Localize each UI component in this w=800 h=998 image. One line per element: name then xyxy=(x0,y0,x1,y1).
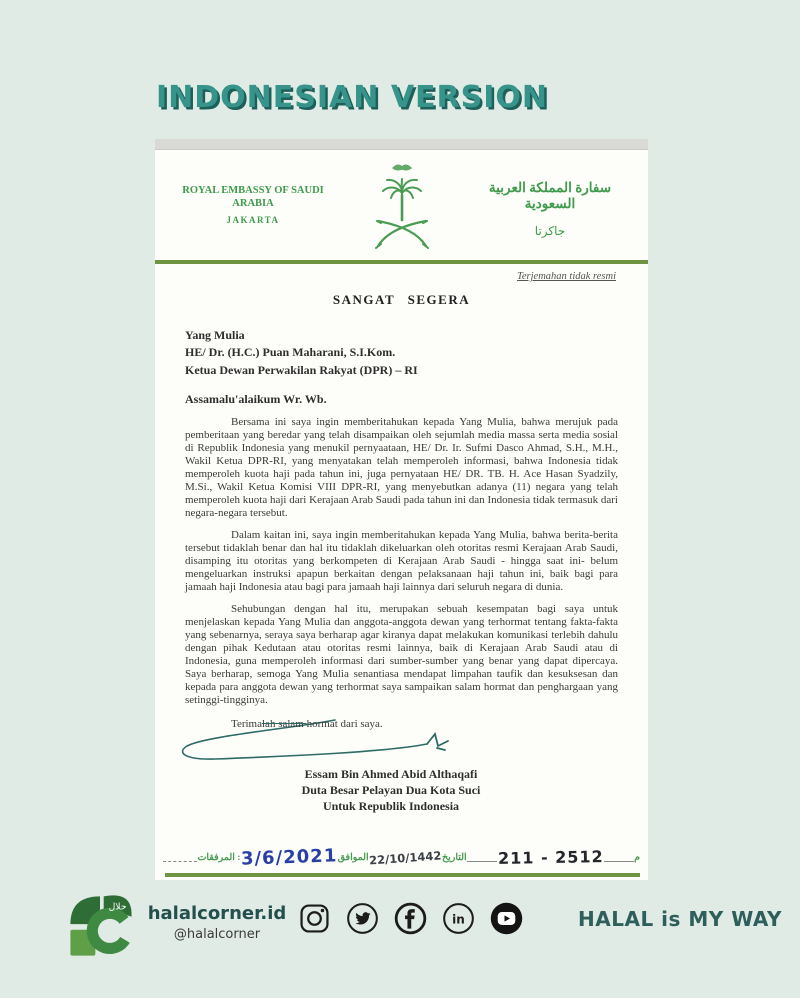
attachments-blank-line xyxy=(163,854,197,862)
linkedin-icon xyxy=(440,900,477,937)
letter-document xyxy=(155,139,648,880)
youtube-icon xyxy=(488,900,525,937)
signatory-title: Untuk Republik Indonesia xyxy=(322,798,460,813)
recipient-line: Yang Mulia xyxy=(185,328,245,342)
svg-text:in: in xyxy=(452,912,465,927)
reference-blank-line xyxy=(467,854,497,862)
instagram-icon xyxy=(296,900,333,937)
date-label: التاريخ xyxy=(441,853,467,863)
body-paragraph: Sehubungan dengan hal itu, merupakan sebuah kesempatan bagi saya untuk menjelaskan kepada Yang Mulia dan anggota-anggota dewan yang terhormat tentang fakta-fakta yang sebenarnya, seraya saya berharap agar kiranya dapat melakukan komunikasi terlebih dahulu dengan pihak Kedutaan atau otoritas resmi lainnya, baik di Kerajaan Arab Saudi atau di Indonesia, guna memperoleh informasi dari sumber-sumber yang benar yang dapat dipercaya. Saya berharap, semoga Yang Mulia senantiasa mendapat limpahan taufik dan kesuksesan dan kepada para anggota dewan yang terhormat saya sampaikan salam hormat dan penghargaan yang setinggi-tingginya. xyxy=(185,602,618,706)
closing-text: Terima xyxy=(231,717,262,730)
salutation: Assamalu'alaikum Wr. Wb. xyxy=(185,392,327,407)
hijri-date-handwritten: 22/10/1442 xyxy=(368,847,442,868)
brand-handle: @halalcorner xyxy=(173,927,261,942)
embassy-name-arabic: سفارة المملكة العربية السعودية xyxy=(488,180,612,212)
signatory-title: Duta Besar Pelayan Dua Kota Suci xyxy=(301,782,481,797)
closing-line xyxy=(185,718,618,730)
saudi-emblem-icon xyxy=(357,160,447,256)
signatory-name: Essam Bin Ahmed Abid Althaqafi xyxy=(304,766,478,781)
translation-note: Terjemahan tidak resmi xyxy=(517,271,616,282)
body-paragraph: Bersama ini saya ingin memberitahukan kepada Yang Mulia, bahwa merujuk pada pemberitaan yang beredar yang telah disampaikan oleh sejumlah media massa serta media sosial di Republik Indonesia yang menukil pernyaataan, HE/ Dr. Ir. Sufmi Dasco Ahmad, S.H., M.H., Wakil Ketua DPR-RI, yang menyatakan telah memperoleh informasi, bahwa Indonesia tidak memperoleh kuota haji pada tahun ini, juga pernyataan HE/ DR. TB. H. Ace Hasan Syadzily, M.Si., Wakil Ketua Komisi VIII DPR-RI, yang menyebutkan adanya (11) negara yang telah memperoleh kuota haji dari Kerajaan Arab Saudi pada tahun ini dan Indonesia tidak termasuk dari negara-negara tersebut. xyxy=(185,416,618,519)
reference-date-line xyxy=(163,847,640,868)
scan-edge-strip xyxy=(155,139,648,150)
embassy-city-arabic: جاكرتا xyxy=(534,224,566,239)
urgency-stamp: SANGAT SEGERA xyxy=(332,292,471,307)
number-label: م xyxy=(634,853,640,863)
letterhead xyxy=(155,150,648,258)
corresponding-label: الموافق xyxy=(337,853,369,863)
brand-name: halalcorner.id xyxy=(147,903,287,924)
reference-number-handwritten: 211 - 2512 xyxy=(497,847,604,868)
facebook-icon xyxy=(392,900,429,937)
halal-corner-logo xyxy=(62,889,138,968)
tagline: HALAL is MY WAY xyxy=(578,907,782,931)
letter-body xyxy=(155,264,648,814)
page-bottom-rule xyxy=(165,873,640,877)
poster-title: INDONESIAN VERSION xyxy=(156,80,549,115)
attachments-label: المرفقات : xyxy=(197,853,241,863)
embassy-name-english: ROYAL EMBASSY OF SAUDI ARABIA xyxy=(182,185,324,210)
recipient-block xyxy=(185,327,618,379)
logo-arabic-text: حلال xyxy=(108,901,127,913)
twitter-icon xyxy=(344,900,381,937)
gregorian-date-handwritten: 3/6/2021 xyxy=(240,845,338,870)
embassy-name-arabic-block xyxy=(470,180,630,239)
signatory-block xyxy=(251,766,531,815)
embassy-city-english: JAKARTA xyxy=(226,215,280,226)
body-paragraph: Dalam kaitan ini, saya ingin memberitahukan kepada Yang Mulia, bahwa berita-berita tersebut tidaklah benar dan hal itu tidaklah dikeluarkan oleh otoritas resmi Kerajaan Arab Saudi, disamping itu otoritas yang berkompeten di Kerajaan Arab Saudi - hingga saat ini- belum mengeluarkan instruksi apapun berkaitan dengan pelaksanaan haji tahun ini, baik bagi para jamaah haji Indonesia atau bagi para jamaah haji lainnya dari seluruh negara di dunia. xyxy=(185,528,618,593)
embassy-name-english-block xyxy=(173,184,333,225)
brand-block xyxy=(138,903,296,942)
strikethrough-text: lah salam xyxy=(262,717,307,730)
recipient-line: HE/ Dr. (H.C.) Puan Maharani, S.I.Kom. xyxy=(185,345,396,360)
signature-scribble xyxy=(185,730,618,764)
closing-text: hormat dari saya. xyxy=(306,717,383,730)
social-icons-row xyxy=(296,900,525,937)
reference-blank-line xyxy=(604,854,634,862)
recipient-line: Ketua Dewan Perwakilan Rakyat (DPR) – RI xyxy=(185,362,418,377)
